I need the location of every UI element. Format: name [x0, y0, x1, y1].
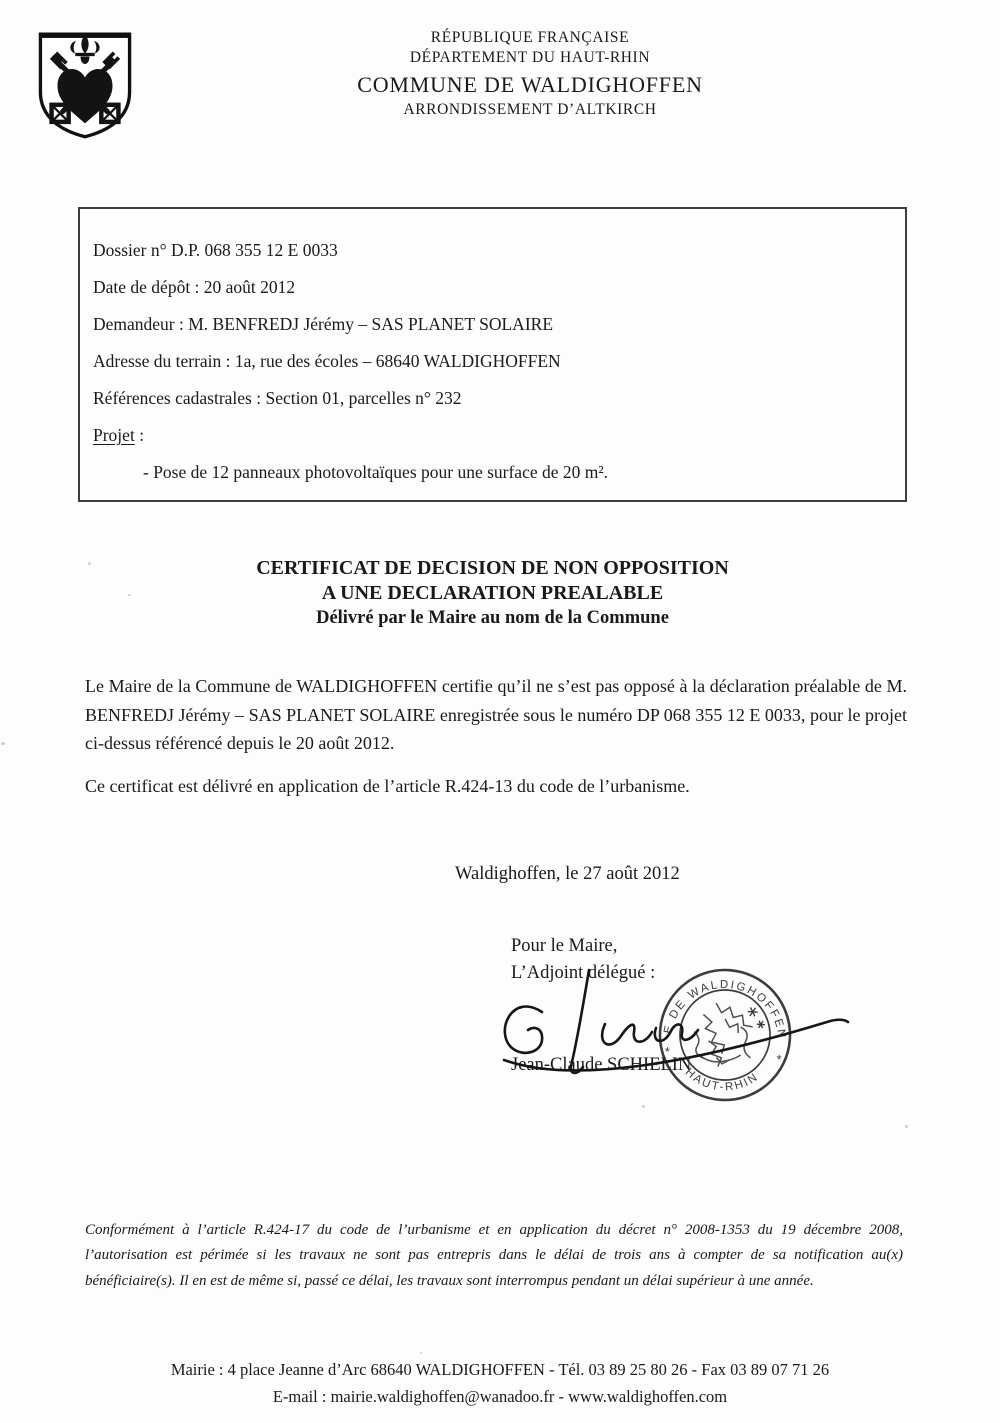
scan-speck: [420, 1352, 422, 1354]
scan-speck: [1, 742, 5, 745]
projet-label-line: [93, 424, 892, 446]
commune-line: COMMUNE DE WALDIGHOFFEN: [357, 71, 703, 97]
adresse-terrain: Adresse du terrain : 1a, rue des écoles – 68640 WALDIGHOFFEN: [93, 351, 561, 371]
projet-item: - Pose de 12 panneaux photovoltaïques pour une surface de 20 m².: [143, 462, 608, 482]
scan-speck: [905, 1125, 908, 1128]
pour-le-maire: Pour le Maire,: [511, 936, 618, 956]
signatory-name: Jean-Claude SCHIELIN: [511, 1055, 692, 1075]
date-depot: Date de dépôt : 20 août 2012: [93, 277, 296, 297]
legal-footnote: Conformément à l’article R.424-17 du code de l’urbanisme et en application du décret n° 2008-1353 du 19 décembre 2008, l’autorisation est périmée si les travaux ne sont pas entrepris dans le délai de trois ans à compter de sa notification au(x) bénéficiaire(s). Il en est de même si, passé ce délai, les travaux sont interrompus pendant un délai supérieur à une année.: [85, 1222, 903, 1289]
stamp-top-text: E DE WALDIGHOFFEN: [662, 978, 788, 1041]
body-paragraph-1: Le Maire de la Commune de WALDIGHOFFEN certifie qu’il ne s’est pas opposé à la déclaration préalable de M. BENFREDJ Jérémy – SAS PLANET SOLAIRE enregistrée sous le numéro DP 068 355 12 E 0033, pour le projet ci-dessus référencé depuis le 20 août 2012.: [85, 676, 907, 753]
adjoint-delegue: L’Adjoint délégué :: [511, 963, 656, 983]
scan-speck: [88, 562, 91, 565]
body-paragraph-2: Ce certificat est délivré en application de l’article R.424-13 du code de l’urbanisme.: [85, 776, 690, 796]
departement-line: DÉPARTEMENT DU HAUT-RHIN: [409, 49, 651, 67]
arrondissement-line: ARRONDISSEMENT D’ALTKIRCH: [403, 100, 657, 118]
dossier-number: Dossier n° D.P. 068 355 12 E 0033: [93, 240, 338, 260]
scan-speck: [128, 594, 131, 596]
scan-speck: [642, 1105, 645, 1108]
place-and-date: Waldighoffen, le 27 août 2012: [455, 864, 680, 884]
stamp-star-right: *: [775, 1051, 785, 1068]
references-cadastrales: Références cadastrales : Section 01, parcelles n° 232: [93, 388, 462, 408]
title-line-1: CERTIFICAT DE DECISION DE NON OPPOSITION: [256, 557, 729, 579]
projet-colon: :: [134, 425, 145, 445]
footer-address-line: Mairie : 4 place Jeanne d’Arc 68640 WALDIGHOFFEN - Tél. 03 89 25 80 26 - Fax 03 89 07 71 26: [170, 1360, 830, 1379]
document-title: [0, 556, 985, 631]
title-line-2: A UNE DECLARATION PREALABLE: [321, 582, 664, 604]
footer-email-line: E-mail : mairie.waldighoffen@wanadoo.fr - www.waldighoffen.com: [272, 1387, 728, 1406]
handwritten-signature: [492, 962, 862, 1097]
title-line-3: Délivré par le Maire au nom de la Commune: [316, 608, 669, 628]
waldighoffen-coat-of-arms: [33, 26, 137, 142]
dossier-summary-box: [78, 207, 907, 502]
republique-line: RÉPUBLIQUE FRANÇAISE: [430, 29, 630, 46]
projet-label: Projet: [93, 425, 135, 445]
stamp-star-left: *: [664, 1043, 673, 1060]
demandeur: Demandeur : M. BENFREDJ Jérémy – SAS PLANET SOLAIRE: [93, 314, 554, 334]
stamp-bottom-text: HAUT-RHIN: [682, 1066, 762, 1094]
mairie-footer: [0, 1356, 1000, 1410]
letterhead: [160, 28, 900, 120]
